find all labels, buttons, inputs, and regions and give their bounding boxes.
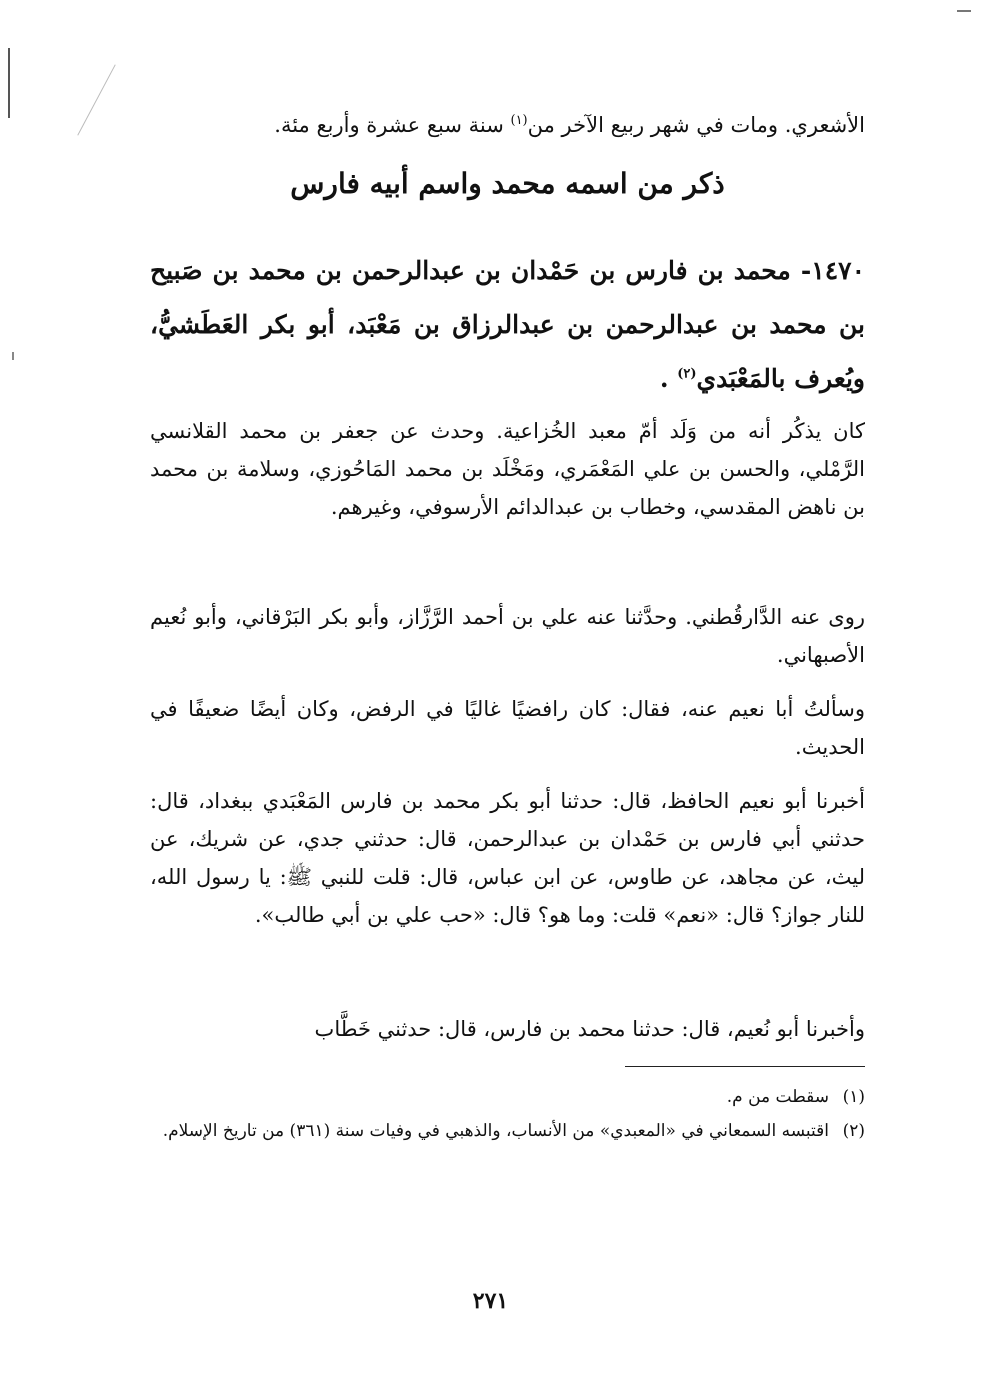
scan-artifact-diagonal (77, 64, 115, 135)
paragraph: كان يذكُر أنه من وَلَد أمّ معبد الخُزاعية. وحدث عن جعفر بن محمد القلانسي الرَّمْلي، والحسن بن علي المَعْمَري، ومَخْلَد بن محمد المَاحُوزي، وسلامة بن محمد بن ناهض المقدسي، وخطاب بن عبدالدائم الأرسوفي، وغيرهم. (150, 419, 865, 519)
footnote (150, 1116, 865, 1146)
page-number: ٢٧١ (472, 1288, 509, 1314)
continuation-text: الأشعري. ومات في شهر ربيع الآخر من (527, 113, 865, 137)
footnotes (150, 1082, 865, 1150)
paragraph: وسألتُ أبا نعيم عنه، فقال: كان رافضيًا غاليًا في الرفض، وكان أيضًا ضعيفًا في الحديث. (150, 697, 865, 759)
footnote-ref-1: (١) (510, 113, 528, 128)
footnote-text: اقتبسه السمعاني في «المعبدي» من الأنساب، والذهبي في وفيات سنة (٣٦١) من تاريخ الإسلام. (162, 1121, 829, 1141)
footnote-number: (١) (842, 1087, 865, 1107)
section-heading: ذكر من اسمه محمد واسم أبيه فارس (290, 167, 725, 200)
footnote-text: سقطت من م. (726, 1087, 829, 1107)
scan-artifact-dot (12, 352, 14, 360)
biography-entry-header (150, 244, 865, 406)
scan-artifact-tick (957, 10, 971, 12)
footnote-divider (625, 1066, 865, 1067)
continuation-text-end: سنة سبع عشرة وأربع مئة. (274, 113, 511, 137)
paragraph: وأخبرنا أبو نُعيم، قال: حدثنا محمد بن فارس، قال: حدثني خَطَّاب (314, 1017, 865, 1041)
entry-text-end: . (659, 364, 678, 393)
footnote-number: (٢) (842, 1121, 865, 1141)
entry-text: ١٤٧٠- محمد بن فارس بن حَمْدان بن عبدالرحمن بن محمد بن صَبيح بن محمد بن عبدالرحمن بن عبدالرزاق بن مَعْبَد، أبو بكر العَطَشيُّ، ويُعرف بالمَعْبَدي (150, 256, 865, 393)
continuation-line (150, 106, 865, 144)
paragraph: أخبرنا أبو نعيم الحافظ، قال: حدثنا أبو بكر محمد بن فارس المَعْبَدي ببغداد، قال: حدثني أبي فارس بن حَمْدان بن عبدالرحمن، قال: حدثني جدي، عن شريك، عن ليث، عن مجاهد، عن طاوس، عن ابن عباس، قال: قلت للنبي ﷺ: يا رسول الله، للنار جواز؟ قال: «نعم» قلت: وما هو؟ قال: «حب علي بن أبي طالب». (150, 789, 865, 927)
scan-artifact-line (8, 48, 10, 118)
footnote (150, 1082, 865, 1112)
paragraph: روى عنه الدَّارقُطني. وحدَّثنا عنه علي بن أحمد الرَّزَّاز، وأبو بكر البَرْقاني، وأبو نُعيم الأصبهاني. (150, 605, 865, 667)
footnote-ref-2: (٢) (677, 366, 697, 382)
